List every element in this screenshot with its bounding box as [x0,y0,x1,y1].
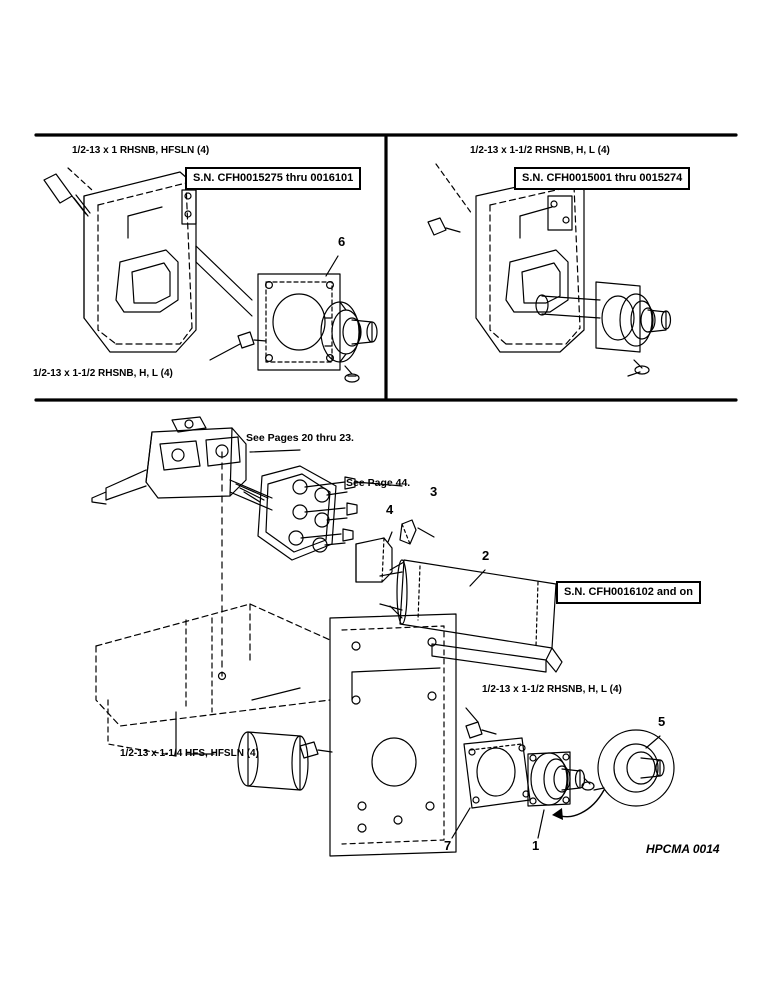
bottom-fastener-left-label: 1/2-13 x 1-1/4 HFS, HFSLN (4) [120,748,259,759]
top-left-fastener-bottom-label: 1/2-13 x 1-1/2 RHSNB, H, L (4) [33,368,173,379]
top-left-fastener-top-label: 1/2-13 x 1 RHSNB, HFSLN (4) [72,145,210,156]
callout-6: 6 [338,234,346,249]
top-right-serial-box: S.N. CFH0015001 thru 0015274 [514,167,690,190]
callout-7: 7 [444,838,452,853]
callout-4: 4 [386,502,394,517]
top-left-serial-box: S.N. CFH0015275 thru 0016101 [185,167,361,190]
bottom-fastener-right-label: 1/2-13 x 1-1/2 RHSNB, H, L (4) [482,684,622,695]
top-right-fastener-top-label: 1/2-13 x 1-1/2 RHSNB, H, L (4) [470,145,610,156]
see-page-note: See Page 44. [346,477,411,489]
callout-3: 3 [430,484,438,499]
document-id: HPCMA 0014 [646,842,720,856]
bottom-serial-box: S.N. CFH0016102 and on [556,581,701,604]
see-pages-note: See Pages 20 thru 23. [246,432,354,444]
callout-5: 5 [658,714,666,729]
callout-2: 2 [482,548,490,563]
callout-1: 1 [532,838,540,853]
